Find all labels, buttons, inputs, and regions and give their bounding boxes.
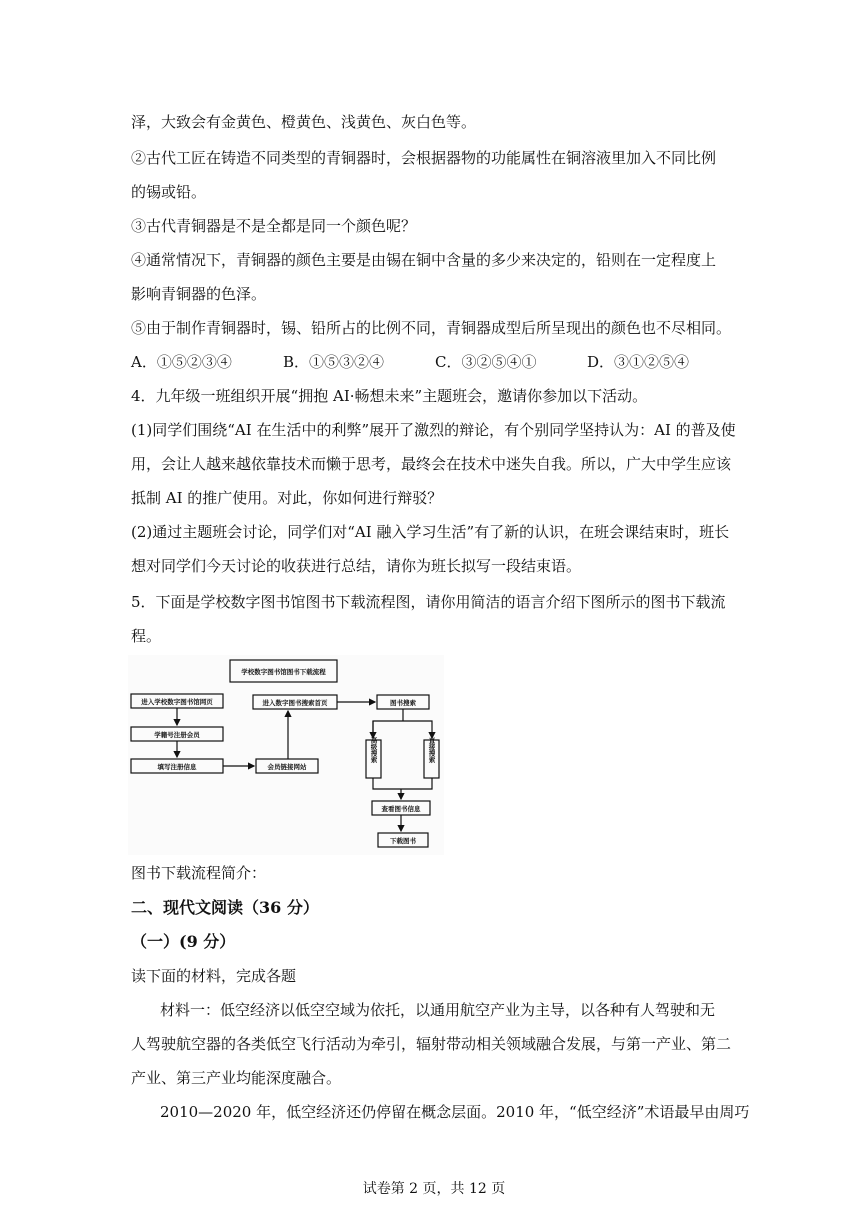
question-5-line2: 程。 xyxy=(131,627,162,645)
line-2: ②古代工匠在铸造不同类型的青铜器时，会根据器物的功能属性在铜溶液里加入不同比例 xyxy=(131,149,717,167)
line-7: ⑤由于制作青铜器时，锡、铅所占的比例不同，青铜器成型后所呈现出的颜色也不尽相同。 xyxy=(131,319,732,337)
option-d: D．③①②⑤④ xyxy=(587,353,690,371)
flow-register: 学籍号注册会员 xyxy=(154,731,200,739)
flow-intro-label: 图书下载流程简介： xyxy=(131,864,267,882)
flow-book-search: 图书搜索 xyxy=(390,699,416,707)
line-4: ③古代青铜器是不是全都是同一个颜色呢？ xyxy=(131,217,417,235)
flowchart-figure xyxy=(128,655,444,855)
reading-instruction: 读下面的材料，完成各题 xyxy=(131,967,297,985)
flow-adv-search: 高级搜索 xyxy=(369,737,378,763)
q4-part1-line2: 用，会让人越来越依靠技术而懒于思考，最终会在技术中迷失自我。所以，广大中学生应该 xyxy=(131,455,732,473)
flow-title: 学校数字图书馆图书下载流程 xyxy=(241,668,326,676)
flow-enter-site: 进入学校数字图书馆网页 xyxy=(141,698,213,706)
material-1-line1: 材料一：低空经济以低空空域为依托，以通用航空产业为主导，以各种有人驾驶和无 xyxy=(160,1001,716,1019)
question-4: 4．九年级一班组织开展“拥抱 AI·畅想未来”主题班会，邀请你参加以下活动。 xyxy=(131,387,648,405)
flow-enter-search: 进入数字图书搜索首页 xyxy=(262,699,328,707)
line-5: ④通常情况下，青铜器的颜色主要是由锡在铜中含量的多少来决定的，铅则在一定程度上 xyxy=(131,251,717,269)
flow-fill-info: 填写注册信息 xyxy=(157,763,197,771)
line-3: 的锡或铅。 xyxy=(131,183,207,201)
flow-direct-search: 直接搜索 xyxy=(427,737,436,763)
flow-view-info: 查看图书信息 xyxy=(381,805,421,813)
option-a: A．①⑤②③④ xyxy=(131,353,232,371)
q4-part1-line1: (1)同学们围绕“AI 在生活中的利弊”展开了激烈的辩论，有个别同学坚持认为：AI 的普及使 xyxy=(131,421,736,439)
flow-login: 会员链接网站 xyxy=(267,763,307,771)
material-1-line2: 人驾驶航空器的各类低空飞行活动为牵引，辐射带动相关领域融合发展，与第一产业、第二 xyxy=(131,1035,732,1053)
q4-part2-line2: 想对同学们今天讨论的收获进行总结，请你为班长拟写一段结束语。 xyxy=(131,557,582,575)
material-1-line4: 2010—2020 年，低空经济还仍停留在概念层面。2010 年，“低空经济”术语最早由周巧 xyxy=(160,1103,750,1121)
q4-part2-line1: (2)通过主题班会讨论，同学们对“AI 融入学习生活”有了新的认识，在班会课结束时，班长 xyxy=(131,523,730,541)
line-6: 影响青铜器的色泽。 xyxy=(131,285,267,303)
page-footer: 试卷第 2 页，共 12 页 xyxy=(362,1181,506,1197)
material-1-line3: 产业、第三产业均能深度融合。 xyxy=(131,1069,342,1087)
option-c: C．③②⑤④① xyxy=(435,353,537,371)
q4-part1-line3: 抵制 AI 的推广使用。对此，你如何进行辩驳？ xyxy=(131,489,443,507)
line-1: 泽，大致会有金黄色、橙黄色、浅黄色、灰白色等。 xyxy=(131,113,477,131)
flow-download: 下载图书 xyxy=(390,837,416,845)
subsection-1-heading: （一）(9 分） xyxy=(131,932,236,951)
question-5: 5．下面是学校数字图书馆图书下载流程图，请你用简洁的语言介绍下图所示的图书下载流 xyxy=(131,593,726,611)
section-2-heading: 二、现代文阅读（36 分） xyxy=(131,898,319,917)
option-b: B．①⑤③②④ xyxy=(283,353,385,371)
